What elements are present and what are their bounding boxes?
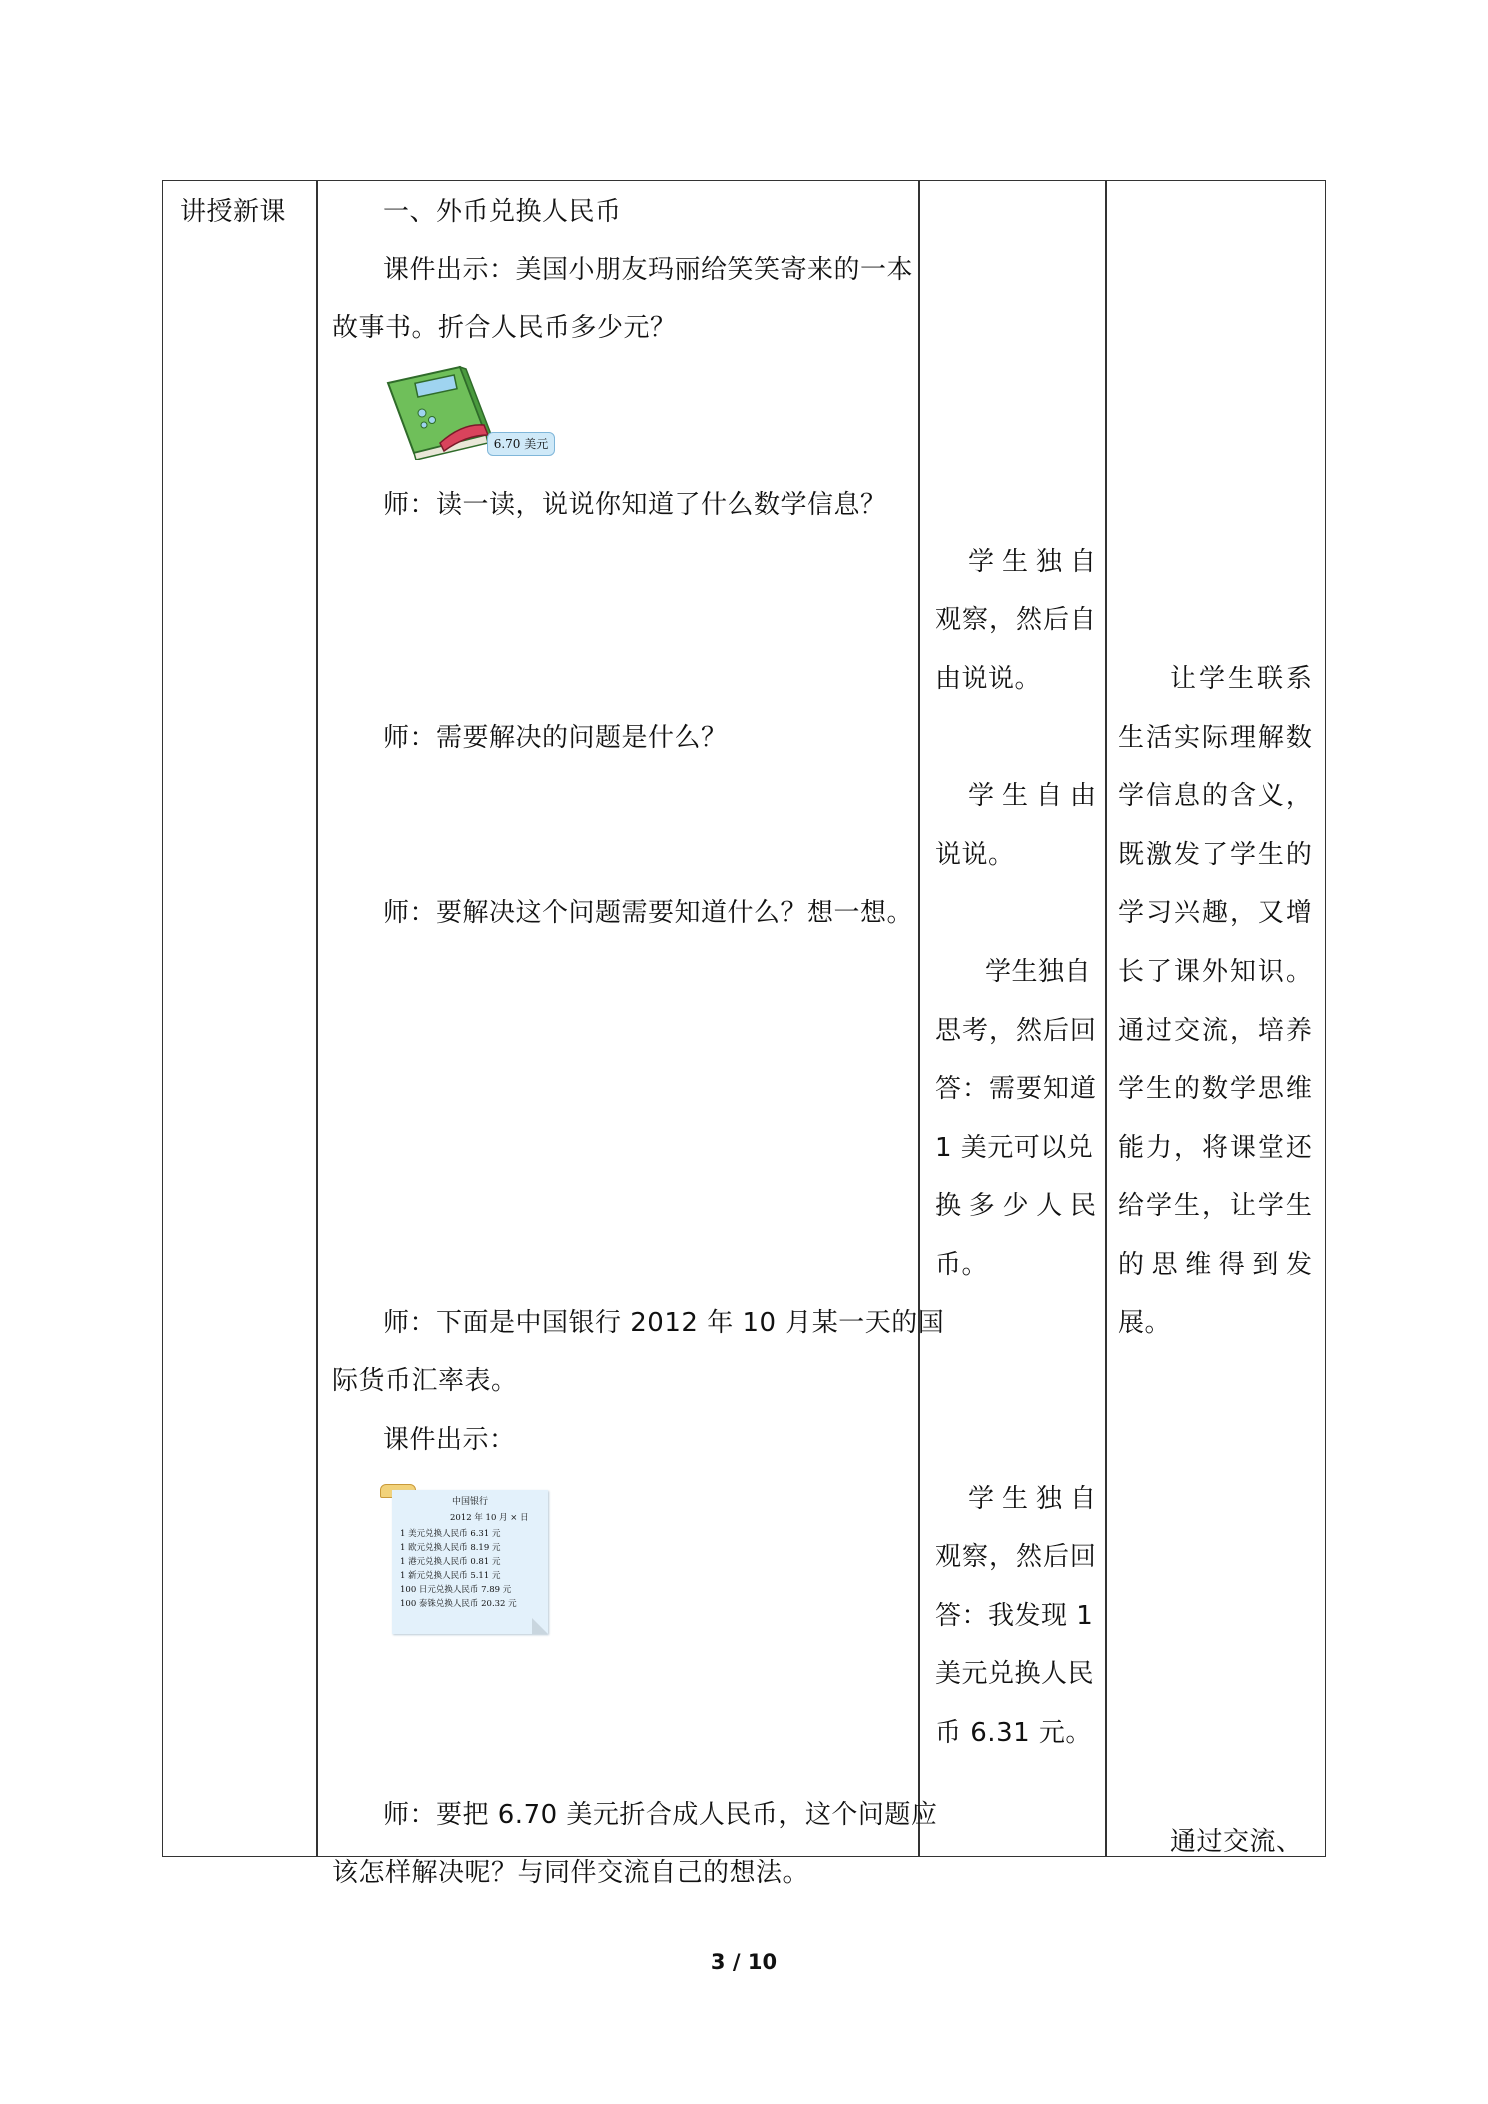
rate-row: 1 欧元兑换人民币 8.19 元: [400, 1543, 501, 1553]
teacher-question-2: 师：需要解决的问题是什么？: [383, 723, 728, 753]
student-activity-3-line2: 思 考 ， 然 后 回: [935, 1016, 1096, 1046]
column-divider: [918, 180, 920, 1857]
student-activity-4-line1: 学 生 独 自: [968, 1484, 1096, 1514]
page-curl: [532, 1618, 548, 1634]
teacher-question-5-line1: 师：要把 6.70 美元折合成人民币，这个问题应: [383, 1800, 938, 1830]
exchange-rate-card: [380, 1484, 552, 1636]
courseware-text-line2: 故事书。折合人民币多少元？: [332, 313, 677, 343]
student-activity-4-line5: 币 6.31 元。: [935, 1718, 1092, 1748]
student-activity-3-line6: 币。: [935, 1250, 989, 1280]
teacher-question-5-line2: 该怎样解决呢？与同伴交流自己的想法。: [332, 1858, 810, 1888]
teacher-question-1: 师：读一读，说说你知道了什么数学信息？: [383, 490, 887, 520]
teacher-question-3: 师：要解决这个问题需要知道什么？想一想。: [383, 898, 914, 928]
student-activity-1-line3: 由说说。: [935, 664, 1042, 694]
rate-row: 100 日元兑换人民币 7.89 元: [400, 1585, 512, 1595]
design-intent-line: 通 过 交 流 ， 培 养: [1118, 1016, 1312, 1046]
rate-row: 1 港元兑换人民币 0.81 元: [400, 1557, 501, 1567]
teacher-question-4-line2: 际货币汇率表。: [332, 1366, 518, 1396]
design-intent-line: 展。: [1118, 1308, 1172, 1338]
rate-row: 1 新元兑换人民币 5.11 元: [400, 1571, 501, 1581]
design-intent-line: 学 生 的 数 学 思 维: [1118, 1074, 1312, 1104]
column-divider: [1105, 180, 1107, 1857]
student-activity-3-line3: 答 ： 需 要 知 道: [935, 1074, 1096, 1104]
rate-list: [400, 1527, 517, 1611]
design-intent-line: 给 学 生 ， 让 学 生: [1118, 1191, 1312, 1221]
rate-card-title: 中国银行: [451, 1497, 488, 1507]
student-activity-1-line2: 观 察 ， 然 后 自: [935, 605, 1096, 635]
teacher-question-4-line1: 师：下面是中国银行 2012 年 10 月某一天的国: [383, 1308, 945, 1338]
student-activity-4-line3: 答：我发现 1: [935, 1601, 1094, 1631]
student-activity-1-line1: 学 生 独 自: [968, 547, 1096, 577]
student-activity-3-line5: 换 多 少 人 民: [935, 1191, 1096, 1221]
section-heading: 一、外币兑换人民币: [383, 197, 622, 227]
student-activity-3-line4: 1 美元可以兑: [935, 1133, 1094, 1163]
courseware-label: 课件出示：: [383, 1425, 516, 1455]
design-intent-line: 的 思 维 得 到 发: [1118, 1250, 1312, 1280]
column-divider: [316, 180, 318, 1857]
stage-label: 讲授新课: [180, 197, 287, 227]
page-number: 3 / 10: [710, 1950, 778, 1974]
rate-row: 1 美元兑换人民币 6.31 元: [400, 1529, 501, 1539]
design-intent-line: 既 激 发 了 学 生 的: [1118, 840, 1312, 870]
student-activity-4-line2: 观 察 ， 然 后 回: [935, 1542, 1096, 1572]
student-activity-3-line1: 学生独自: [985, 957, 1092, 987]
design-intent-line: 能 力 ， 将 课 堂 还: [1118, 1133, 1312, 1163]
student-activity-2-line2: 说说。: [935, 840, 1015, 870]
courseware-text-line1: 课件出示：美国小朋友玛丽给笑笑寄来的一本: [383, 255, 914, 285]
design-intent-line: 生 活 实 际 理 解 数: [1118, 723, 1312, 753]
student-activity-4-line4: 美元兑换人民: [935, 1659, 1095, 1689]
design-intent-line: 让 学 生 联 系: [1170, 664, 1312, 694]
design-intent-line: 长 了 课 外 知 识 。: [1118, 957, 1312, 987]
rate-card-date: 2012 年 10 月 × 日: [450, 1513, 529, 1523]
design-intent-line: 学 信 息 的 含 义 ，: [1118, 781, 1312, 811]
design-intent-line: 学 习 兴 趣 ， 又 增: [1118, 898, 1312, 928]
price-tag: 6.70 美元: [487, 432, 555, 456]
design-intent-2-line1: 通过交流、: [1170, 1827, 1303, 1857]
rate-row: 100 泰铢兑换人民币 20.32 元: [400, 1599, 517, 1609]
student-activity-2-line1: 学 生 自 由: [968, 781, 1096, 811]
